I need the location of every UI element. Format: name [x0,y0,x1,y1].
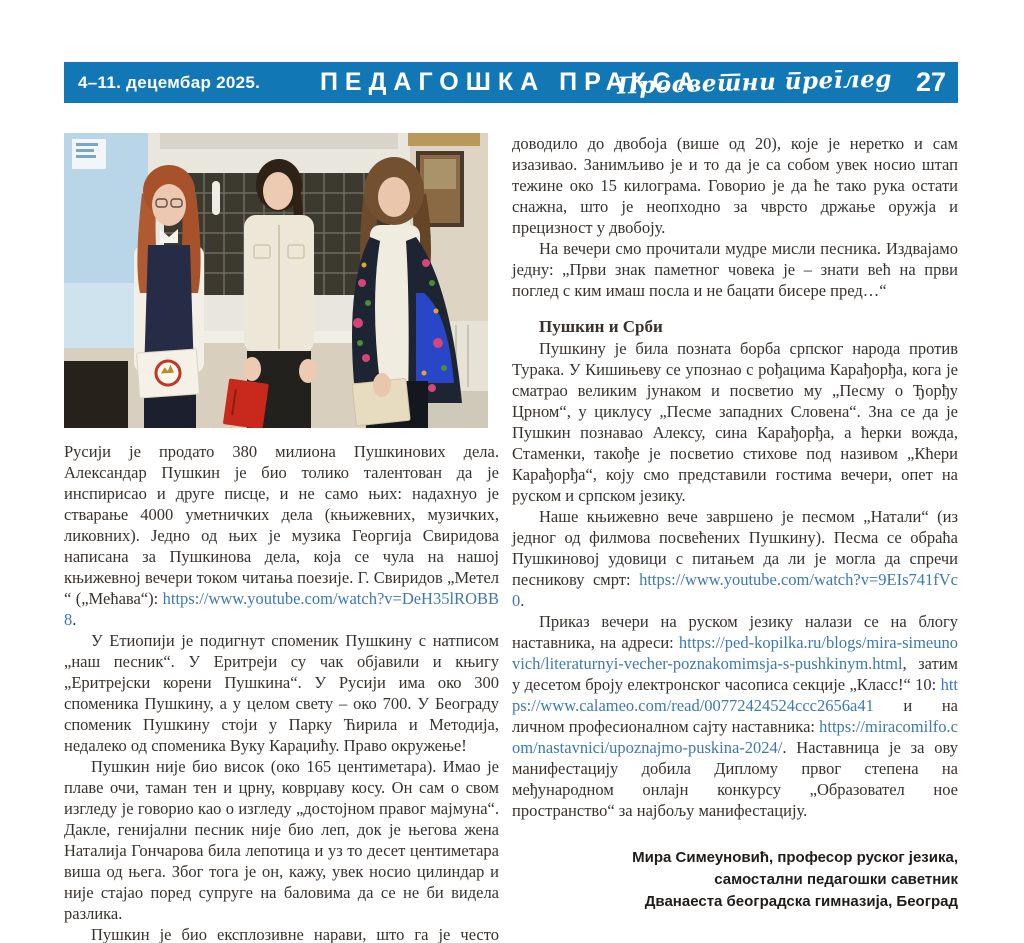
article-paragraph: Наше књижевно вече завршено је песмом „Натали“ (из једног од филмова посвећених Пушкину). Песма се обраћа Пушкиновој удовици с питањем да ли је могла да спречи песникову смрт: https://www.youtube.com/watch?v=9EIs741fVc0. [512,507,958,610]
article-paragraph: доводило до двобоја (више од 20), које је неретко и сам изазивао. Занимљиво је и то да је са собом увек носио штап тежине око 15 килограма. Говорио је да ће тако рука остати снажна, што је неопходно за чврсто држање оружја и прецизност у двобоју. [512,134,958,237]
left-column [64,133,499,943]
article-signature [512,847,958,913]
right-column [512,133,958,943]
article-paragraph: На вечери смо прочитали мудре мисли песника. Издвајамо једну: „Први знак паметног човека је – знати већ на први поглед с ким имаш посла и не бацати бисере пред…“ [512,239,958,300]
masthead-logo: Просветни преглед [616,65,893,100]
article-paragraph: Пушкин није био висок (око 165 центиметара). Имао је плаве очи, таман тен и црну, коврџаву косу. Он сам о свом изгледу је говорио као о изгледу „достојном правог мајмуна“. Дакле, генијални песник није био леп, док је његова жена Наталија Гончарова била лепотица и уз то десет центиметара виша од њега. Због тога је он, кажу, увек носио цилиндар и није стајао поред супруге на баловима да се не би видела разлика. [64,757,499,923]
article-paragraph: Русији је продато 380 милиона Пушкинових дела. Александар Пушкин је био толико талентован да је инспирисао и друге писце, и не само њих: надахнуо је стварање 4000 уметничких дела (књижевних, музичких, ликовних). Једно од њих је музика Георгија Свиридова написана за Пушкинова дела, која се чула на нашој књижевној вечери током читања поезије. Г. Свиридов „Метел “ („Мећава“): https://www.youtube.com/watch?v=DeH35lROBB8. [64,442,499,629]
article-body [64,133,958,943]
section-title: ПЕДАГОШКА ПРАКСА [319,68,703,96]
article-paragraph: Пушкину је била позната борба српског народа против Турака. У Кишињеву се упознао с рођацима Карађорђа, кога је сматрао великим јунаком и посветио му „Песму о Ђорђу Црном“, у циклусу „Песме западних Словена“. Зна се да је Пушкин познавао Алексу, сина Карађорђа, а ћерки вожда, Стаменки, такође је посветио стихове под називом „Кћери Карађорђа“, коју смо представили гостима вечери, опет на руском и српском језику. [512,339,958,505]
external-link[interactable]: https://miracomilfo.com/nastavnici/upoznajmo-puskina-2024/ [512,717,958,757]
signature-line: Мира Симеуновић, професор руског језика, [632,849,958,866]
photo-table [64,361,128,428]
article-paragraph: Приказ вечери на руском језику налази се на блогу наставника, на адреси: https://ped-kopilka.ru/blogs/mira-simeunovich/literaturnyi-vecher-poznakomimsja-s-pushkinym.html, затим у десетом броју електронског часописа секције „Класс!“ 10: https://www.calameo.com/read/00772424524ccc2656a41 и на личном професионалном сајту наставника: https://miracomilfo.com/nastavnici/upoznajmo-puskina-2024/. Наставница је за ову манифестацију добила Диплому првог степена на међународном онлајн конкурсу „Образовател ное пространство“ за најбољу манифестацију. [512,612,958,820]
external-link[interactable]: https://www.calameo.com/read/00772424524ccc2656a41 [512,675,958,715]
external-link[interactable]: https://www.youtube.com/watch?v=9EIs741fVc0 [512,570,958,610]
page-number: 27 [915,67,946,97]
article-paragraph: Пушкин је био експлозивне нарави, што га је често [91,925,499,943]
left-column-text [64,441,499,943]
external-link[interactable]: https://ped-kopilka.ru/blogs/mira-simeunovich/literaturnyi-vecher-poznakomimsja-s-pushkinym.html [512,633,958,673]
photo-person-left [134,165,204,428]
external-link[interactable]: https://www.youtube.com/watch?v=DeH35lROBB8 [64,589,499,629]
signature-line: Дванаеста београдска гимназија, Београд [644,893,958,910]
issue-date: 4–11. децембар 2025. [78,72,261,92]
article-photo [64,133,488,428]
article-paragraph: У Етиопији је подигнут споменик Пушкину с натписом „наш песник“. У Еритреји су чак објавили и књигу „Еритрејски корени Пушкина“. У Русији има око 300 споменика Пушкину, а у целом свету – око 700. У Београду споменик Пушкину стоји у Парку Ћирила и Методија, недалеко од споменика Вуку Караџићу. Право окружење! [64,631,499,755]
signature-line: самостални педагошки саветник [714,871,958,888]
right-column-text [512,133,958,821]
page-header [64,62,958,103]
photo-scene [64,133,488,428]
section-heading: Пушкин и Срби [539,317,663,336]
